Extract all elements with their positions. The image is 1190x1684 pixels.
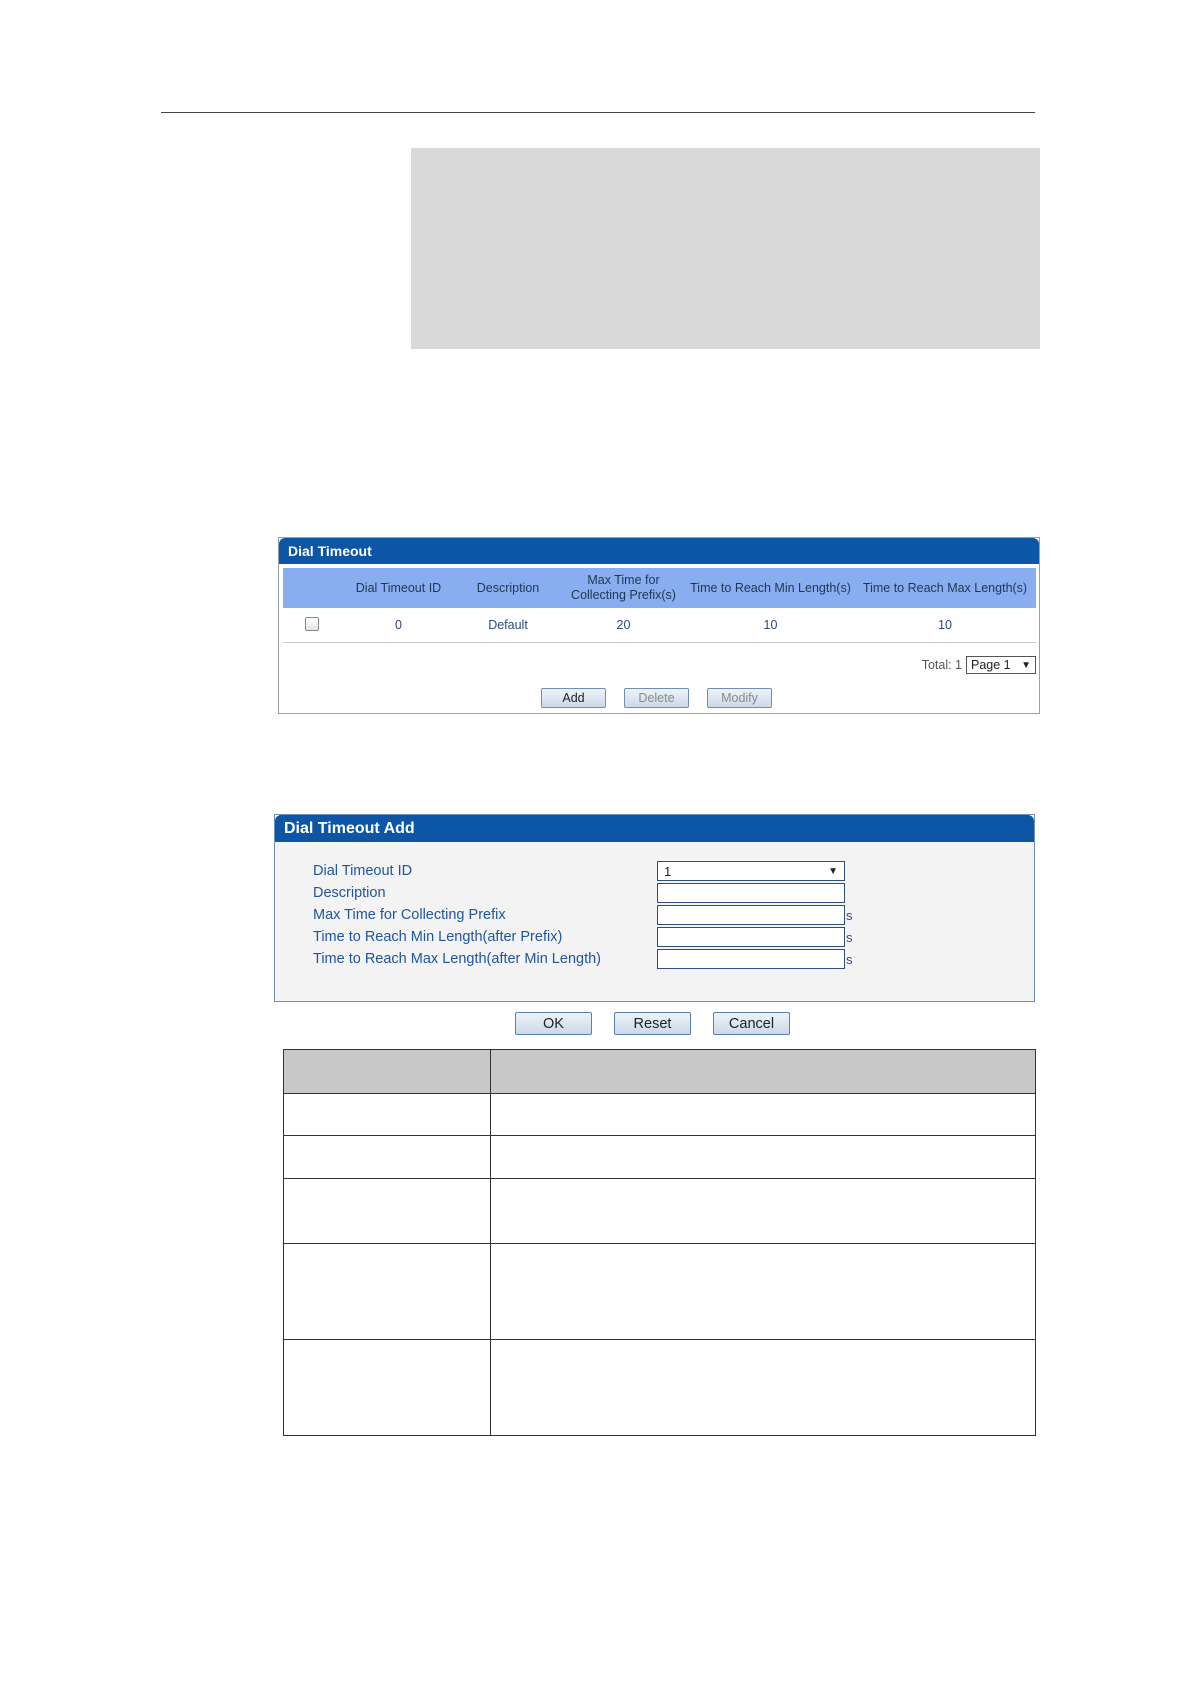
table-row [284, 1179, 1036, 1244]
dial-timeout-panel-title: Dial Timeout [279, 538, 1039, 564]
row-checkbox[interactable] [305, 617, 319, 631]
description-input[interactable] [657, 883, 845, 903]
table-cell [284, 1136, 491, 1179]
table-cell [284, 1340, 491, 1436]
form-row-id [313, 860, 1013, 882]
column-header-min-length: Time to Reach Min Length(s) [687, 568, 854, 608]
row-max-length: 10 [854, 608, 1036, 643]
reset-button[interactable]: Reset [614, 1012, 691, 1035]
max-prefix-unit: s [846, 907, 853, 923]
table-cell [491, 1179, 1036, 1244]
form-row-max-length [313, 948, 1013, 970]
table-cell [491, 1094, 1036, 1136]
table-row [284, 1094, 1036, 1136]
form-row-min-length [313, 926, 1013, 948]
dial-timeout-add-panel [274, 814, 1035, 1002]
form-row-description [313, 882, 1013, 904]
table-cell [284, 1179, 491, 1244]
dial-timeout-id-value: 1 [664, 863, 672, 879]
table-cell [491, 1340, 1036, 1436]
table-row [284, 1244, 1036, 1340]
row-id: 0 [341, 608, 456, 643]
column-header-select [283, 568, 341, 608]
column-header-max-prefix: Max Time for Collecting Prefix(s) [560, 568, 687, 608]
dial-timeout-id-select[interactable] [657, 861, 845, 881]
min-length-label: Time to Reach Min Length(after Prefix) [313, 929, 563, 945]
table-row [284, 1340, 1036, 1436]
total-count: Total: 1 [921, 658, 962, 672]
caret-down-icon: ▼ [1021, 659, 1031, 671]
dial-timeout-id-label: Dial Timeout ID [313, 863, 413, 879]
table-header-cell [284, 1050, 491, 1094]
max-prefix-input[interactable] [657, 905, 845, 925]
table-row[interactable] [283, 608, 1036, 643]
dial-timeout-panel [278, 537, 1040, 714]
table-cell [284, 1094, 491, 1136]
table-header-row [284, 1050, 1036, 1094]
max-length-unit: s [846, 951, 853, 967]
parameter-description-table [283, 1049, 1036, 1436]
table-header-row [283, 568, 1036, 608]
max-prefix-label: Max Time for Collecting Prefix [313, 907, 506, 923]
min-length-unit: s [846, 929, 853, 945]
form-row-max-prefix [313, 904, 1013, 926]
column-header-max-length: Time to Reach Max Length(s) [854, 568, 1036, 608]
modify-button[interactable]: Modify [707, 688, 772, 708]
add-button[interactable]: Add [541, 688, 606, 708]
caret-down-icon: ▼ [828, 865, 838, 877]
page-header-rule [161, 112, 1035, 113]
page-select[interactable] [966, 656, 1036, 674]
delete-button[interactable]: Delete [624, 688, 689, 708]
list-action-buttons [541, 688, 772, 708]
table-cell [284, 1244, 491, 1340]
table-cell [491, 1136, 1036, 1179]
add-form [275, 842, 1034, 1001]
placeholder-gray-block [411, 148, 1040, 349]
min-length-input[interactable] [657, 927, 845, 947]
pagination [922, 656, 1036, 674]
column-header-id: Dial Timeout ID [341, 568, 456, 608]
max-length-label: Time to Reach Max Length(after Min Length) [313, 951, 601, 967]
dial-timeout-table [283, 568, 1036, 643]
add-form-buttons [515, 1012, 790, 1035]
page-select-value: Page 1 [971, 658, 1011, 672]
ok-button[interactable]: OK [515, 1012, 592, 1035]
cancel-button[interactable]: Cancel [713, 1012, 790, 1035]
description-label: Description [313, 885, 386, 901]
row-select-cell [283, 608, 341, 643]
row-min-length: 10 [687, 608, 854, 643]
table-row [284, 1136, 1036, 1179]
row-max-prefix: 20 [560, 608, 687, 643]
row-description: Default [456, 608, 560, 643]
table-header-cell [491, 1050, 1036, 1094]
column-header-description: Description [456, 568, 560, 608]
table-cell [491, 1244, 1036, 1340]
max-length-input[interactable] [657, 949, 845, 969]
dial-timeout-add-title: Dial Timeout Add [275, 815, 1034, 842]
